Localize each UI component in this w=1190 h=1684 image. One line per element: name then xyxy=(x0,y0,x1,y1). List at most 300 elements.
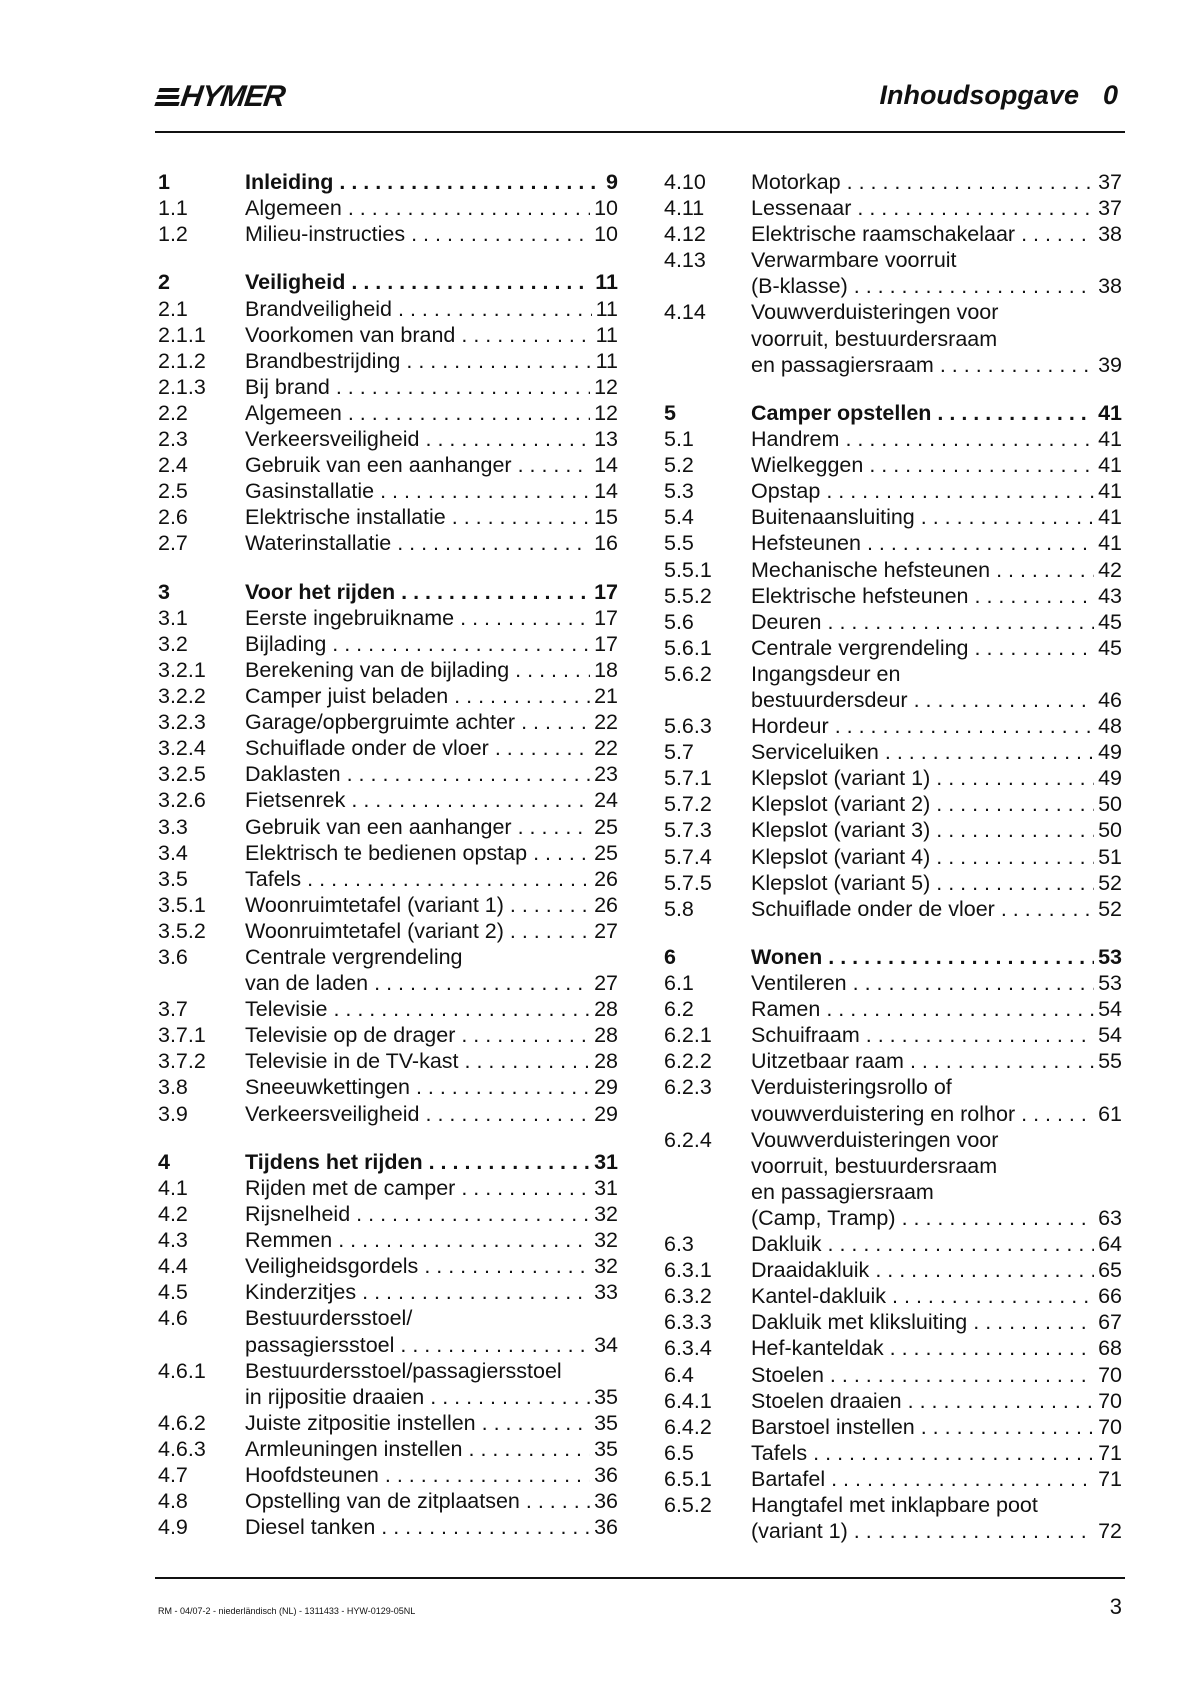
toc-entry-line xyxy=(245,996,618,1022)
toc-entry xyxy=(664,504,1122,530)
toc-entry-title: van de laden xyxy=(245,971,369,996)
toc-entry-title: voorruit, bestuurdersraam xyxy=(751,326,998,351)
toc-entry-page: 72 xyxy=(1098,1519,1122,1544)
toc-entry xyxy=(158,657,618,683)
toc-entry-number: 4.8 xyxy=(158,1489,188,1514)
toc-entry xyxy=(664,870,1122,896)
toc-entry-page: 55 xyxy=(1098,1049,1122,1074)
toc-entry-line xyxy=(751,478,1122,504)
toc-entry-line xyxy=(751,896,1122,922)
toc-entry xyxy=(158,996,618,1022)
toc-dot-leader xyxy=(426,1101,591,1127)
toc-entry-page: 54 xyxy=(1098,1023,1122,1048)
toc-entry xyxy=(158,605,618,631)
toc-dot-leader xyxy=(902,1205,1095,1231)
toc-column-left xyxy=(158,169,618,1540)
toc-dot-leader xyxy=(1021,221,1094,247)
toc-entry-line xyxy=(751,1362,1122,1388)
toc-entry-line xyxy=(751,944,1122,970)
toc-entry-title: Handrem xyxy=(751,427,840,452)
toc-entry-number: 6.2 xyxy=(664,997,694,1022)
toc-dot-leader xyxy=(515,657,590,683)
toc-entry xyxy=(664,1231,1122,1257)
toc-entry-title: Bestuurdersstoel/passagiersstoel xyxy=(245,1358,562,1383)
toc-dot-leader xyxy=(430,1384,590,1410)
toc-entry xyxy=(158,1074,618,1100)
toc-entry-page: 70 xyxy=(1098,1362,1122,1387)
toc-entry-title: Hef-kanteldak xyxy=(751,1336,884,1361)
toc-entry-number: 2.6 xyxy=(158,505,188,530)
toc-entry-number: 2.2 xyxy=(158,400,188,425)
toc-entry-number: 6.3.1 xyxy=(664,1258,712,1283)
toc-entry-line xyxy=(245,657,618,683)
toc-entry-line xyxy=(751,326,1122,352)
toc-entry-title: Vouwverduisteringen voor xyxy=(751,300,999,325)
toc-entry-title: Hoofdsteunen xyxy=(245,1462,379,1487)
toc-entry-title: Schuiflade onder de vloer xyxy=(245,736,489,761)
toc-entry-title: Motorkap xyxy=(751,170,841,194)
toc-entry-page: 70 xyxy=(1098,1388,1122,1413)
toc-entry-line xyxy=(245,296,618,322)
toc-entry-title: Vouwverduisteringen voor xyxy=(751,1127,999,1152)
toc-entry-title: Centrale vergrendeling xyxy=(245,945,463,969)
toc-entry-number: 4.4 xyxy=(158,1254,188,1279)
toc-entry-page: 38 xyxy=(1098,222,1122,247)
toc-entry-number: 3.2.1 xyxy=(158,657,206,682)
toc-entry-line xyxy=(245,221,618,247)
toc-entry-page: 12 xyxy=(594,400,618,425)
toc-entry-number: 4.14 xyxy=(664,300,706,325)
toc-entry-number: 5.7.3 xyxy=(664,818,712,843)
toc-entry-number: 5.4 xyxy=(664,505,694,530)
toc-entry xyxy=(664,247,1122,299)
toc-entry-line xyxy=(245,1462,618,1488)
toc-entry-number: 6.5.1 xyxy=(664,1466,712,1491)
toc-entry-line xyxy=(245,374,618,400)
toc-entry-number: 3.7.1 xyxy=(158,1023,206,1048)
toc-entry-title: Gebruik van een aanhanger xyxy=(245,814,512,839)
toc-entry-number: 6.1 xyxy=(664,971,694,996)
toc-entry xyxy=(158,892,618,918)
toc-entry-title: Verduisteringsrollo of xyxy=(751,1075,952,1100)
toc-dot-leader xyxy=(510,892,590,918)
toc-dot-leader xyxy=(910,1048,1094,1074)
toc-entry-line xyxy=(245,1279,618,1305)
toc-dot-leader xyxy=(411,221,590,247)
toc-entry-page: 31 xyxy=(594,1149,618,1174)
toc-entry-line xyxy=(751,169,1122,195)
toc-entry-page: 39 xyxy=(1098,352,1122,377)
toc-entry-number: 5.7.5 xyxy=(664,870,712,895)
toc-dot-leader xyxy=(400,1332,590,1358)
toc-dot-leader xyxy=(937,400,1094,426)
toc-dot-leader xyxy=(380,478,590,504)
toc-entry xyxy=(158,735,618,761)
toc-entry-number: 3.7 xyxy=(158,997,188,1022)
toc-entry-number: 5.2 xyxy=(664,453,694,478)
toc-entry-line xyxy=(751,661,1122,687)
toc-column-right xyxy=(664,169,1122,1544)
toc-dot-leader xyxy=(339,169,602,195)
toc-entry-title: Veiligheid xyxy=(245,270,346,295)
toc-entry xyxy=(158,1514,618,1540)
toc-entry xyxy=(158,1253,618,1279)
toc-entry-number: 5.7.1 xyxy=(664,766,712,791)
toc-entry xyxy=(664,169,1122,195)
toc-entry-title: Buitenaansluiting xyxy=(751,505,915,530)
toc-entry-number: 3.8 xyxy=(158,1075,188,1100)
toc-entry-number: 4.12 xyxy=(664,222,706,247)
toc-entry-line xyxy=(751,504,1122,530)
toc-entry-line xyxy=(245,1201,618,1227)
toc-dot-leader xyxy=(936,870,1094,896)
toc-entry-line xyxy=(245,787,618,813)
toc-entry-line xyxy=(751,687,1122,713)
toc-entry-line xyxy=(751,221,1122,247)
toc-chapter-entry xyxy=(664,944,1122,970)
toc-entry-page: 49 xyxy=(1098,766,1122,791)
toc-entry-line xyxy=(245,735,618,761)
toc-entry-page: 28 xyxy=(594,1049,618,1074)
toc-entry xyxy=(158,374,618,400)
toc-entry-line xyxy=(245,400,618,426)
toc-entry xyxy=(664,221,1122,247)
toc-entry-number: 5 xyxy=(664,400,676,425)
toc-dot-leader xyxy=(338,1227,590,1253)
toc-dot-leader xyxy=(826,996,1094,1022)
toc-entry-line xyxy=(751,583,1122,609)
toc-entry-title: Gebruik van een aanhanger xyxy=(245,453,512,478)
toc-entry-line xyxy=(245,1048,618,1074)
toc-entry-line xyxy=(751,609,1122,635)
toc-entry-number: 5.6.2 xyxy=(664,661,712,686)
toc-entry-number: 5.1 xyxy=(664,427,694,452)
toc-dot-leader xyxy=(385,1462,590,1488)
toc-entry xyxy=(158,426,618,452)
toc-dot-leader xyxy=(835,713,1094,739)
toc-entry-page: 16 xyxy=(594,531,618,556)
toc-dot-leader xyxy=(973,1309,1094,1335)
toc-entry-number: 2.7 xyxy=(158,531,188,556)
toc-entry-page: 38 xyxy=(1098,274,1122,299)
toc-dot-leader xyxy=(921,1414,1094,1440)
toc-entry xyxy=(158,1201,618,1227)
toc-entry-page: 41 xyxy=(1098,453,1122,478)
toc-entry xyxy=(158,1305,618,1357)
toc-entry-page: 25 xyxy=(594,814,618,839)
toc-entry-page: 14 xyxy=(594,453,618,478)
toc-entry-number: 5.5 xyxy=(664,531,694,556)
toc-entry-page: 11 xyxy=(595,296,618,321)
toc-entry-page: 49 xyxy=(1098,740,1122,765)
toc-entry-page: 28 xyxy=(594,997,618,1022)
toc-entry-line xyxy=(245,169,618,195)
toc-entry-line xyxy=(245,814,618,840)
toc-entry-number: 3.6 xyxy=(158,945,188,969)
toc-dot-leader xyxy=(460,605,590,631)
toc-dot-leader xyxy=(526,1488,590,1514)
toc-entry-title: Ramen xyxy=(751,997,821,1022)
toc-entry xyxy=(158,1279,618,1305)
toc-dot-leader xyxy=(333,996,590,1022)
toc-entry-page: 52 xyxy=(1098,896,1122,921)
page-number: 3 xyxy=(1109,1594,1122,1619)
logo-text: HYMER xyxy=(178,80,287,113)
toc-entry-title: Verkeersveiligheid xyxy=(245,1101,420,1126)
header-title xyxy=(879,80,1118,111)
toc-entry-title: Lessenaar xyxy=(751,196,852,221)
toc-entry-page: 71 xyxy=(1098,1466,1122,1491)
toc-entry-line xyxy=(751,557,1122,583)
toc-entry-line xyxy=(751,1335,1122,1361)
toc-entry xyxy=(664,635,1122,661)
toc-entry xyxy=(158,504,618,530)
toc-entry-page: 48 xyxy=(1098,714,1122,739)
toc-dot-leader xyxy=(362,1279,590,1305)
toc-entry-title: Armleuningen instellen xyxy=(245,1436,463,1461)
toc-entry-title: Algemeen xyxy=(245,400,342,425)
toc-entry-line xyxy=(751,970,1122,996)
toc-entry-title: Berekening van de bijlading xyxy=(245,657,510,682)
toc-entry-number: 5.7 xyxy=(664,740,694,765)
toc-entry-page: 63 xyxy=(1098,1205,1122,1230)
toc-entry-number: 2.5 xyxy=(158,479,188,504)
toc-entry-number: 5.6.3 xyxy=(664,714,712,739)
toc-dot-leader xyxy=(533,840,590,866)
toc-entry xyxy=(158,195,618,221)
toc-entry-page: 28 xyxy=(594,1023,618,1048)
toc-entry xyxy=(158,1227,618,1253)
toc-entry-page: 35 xyxy=(594,1410,618,1435)
toc-entry-line xyxy=(245,579,618,605)
toc-entry-page: 21 xyxy=(594,684,618,709)
toc-dot-leader xyxy=(831,1466,1094,1492)
toc-entry-title: Klepslot (variant 4) xyxy=(751,844,931,869)
toc-entry-title: Kinderzitjes xyxy=(245,1280,357,1305)
toc-entry-line xyxy=(245,866,618,892)
toc-dot-leader xyxy=(398,296,592,322)
toc-dot-leader xyxy=(828,609,1095,635)
toc-entry-line xyxy=(751,1414,1122,1440)
toc-entry-number: 2.1.2 xyxy=(158,348,206,373)
toc-entry-title: Tafels xyxy=(245,866,302,891)
toc-entry-title: Bartafel xyxy=(751,1466,826,1491)
toc-entry-title: Wonen xyxy=(751,945,823,969)
toc-entry-page: 14 xyxy=(594,479,618,504)
toc-entry-line xyxy=(245,840,618,866)
toc-entry xyxy=(664,583,1122,609)
toc-entry-page: 70 xyxy=(1098,1414,1122,1439)
toc-entry-line xyxy=(751,791,1122,817)
toc-entry-title: Opstelling van de zitplaatsen xyxy=(245,1489,520,1514)
toc-entry xyxy=(158,296,618,322)
toc-entry-page: 12 xyxy=(594,374,618,399)
toc-entry xyxy=(664,1414,1122,1440)
toc-entry-line xyxy=(245,605,618,631)
toc-entry xyxy=(158,400,618,426)
toc-entry-line xyxy=(751,1074,1122,1100)
toc-entry-line xyxy=(245,709,618,735)
toc-entry-number: 5.5.1 xyxy=(664,557,712,582)
toc-entry xyxy=(664,1127,1122,1231)
toc-entry-line xyxy=(245,970,618,996)
toc-entry-title: Klepslot (variant 1) xyxy=(751,766,931,791)
toc-entry-title: Bij brand xyxy=(245,374,330,399)
toc-entry-title: Sneeuwkettingen xyxy=(245,1075,410,1100)
toc-entry-line xyxy=(245,1253,618,1279)
toc-entry-page: 32 xyxy=(594,1228,618,1253)
toc-entry-title: Remmen xyxy=(245,1228,333,1253)
toc-dot-leader xyxy=(416,1074,590,1100)
toc-entry-line xyxy=(751,273,1122,299)
toc-entry-title: Centrale vergrendeling xyxy=(751,635,969,660)
toc-entry-title: Schuiflade onder de vloer xyxy=(751,896,995,921)
toc-entry-line xyxy=(751,1205,1122,1231)
toc-entry xyxy=(158,683,618,709)
toc-entry-page: 27 xyxy=(594,971,618,996)
toc-dot-leader xyxy=(828,1231,1095,1257)
toc-entry-page: 27 xyxy=(594,918,618,943)
toc-entry-page: 36 xyxy=(594,1515,618,1540)
toc-entry xyxy=(664,530,1122,556)
toc-dot-leader xyxy=(482,1410,590,1436)
toc-entry xyxy=(664,1048,1122,1074)
toc-dot-leader xyxy=(813,1440,1094,1466)
toc-entry xyxy=(664,996,1122,1022)
toc-entry-title: Verwarmbare voorruit xyxy=(751,248,957,273)
toc-entry-title: Brandveiligheid xyxy=(245,296,393,321)
toc-entry-number: 1.1 xyxy=(158,196,188,221)
toc-entry-page: 41 xyxy=(1098,400,1122,425)
toc-dot-leader xyxy=(975,583,1095,609)
toc-entry-page: 35 xyxy=(594,1384,618,1409)
toc-entry xyxy=(664,1440,1122,1466)
toc-entry-title: (B-klasse) xyxy=(751,274,848,299)
toc-entry xyxy=(664,609,1122,635)
toc-dot-leader xyxy=(936,817,1094,843)
toc-entry-number: 3.9 xyxy=(158,1101,188,1126)
toc-entry-page: 35 xyxy=(594,1436,618,1461)
toc-entry-page: 53 xyxy=(1098,971,1122,996)
toc-dot-leader xyxy=(854,273,1094,299)
toc-entry-title: Rijsnelheid xyxy=(245,1202,351,1227)
toc-entry xyxy=(664,195,1122,221)
toc-entry-number: 3.2 xyxy=(158,631,188,656)
toc-entry-title: (variant 1) xyxy=(751,1519,848,1544)
toc-entry-page: 31 xyxy=(594,1175,618,1200)
toc-entry-title: Televisie op de drager xyxy=(245,1023,456,1048)
toc-dot-leader xyxy=(356,1201,590,1227)
toc-entry-line xyxy=(245,452,618,478)
toc-entry-title: bestuurdersdeur xyxy=(751,687,908,712)
toc-entry xyxy=(158,918,618,944)
toc-dot-leader xyxy=(429,1149,590,1175)
toc-chapter-entry xyxy=(158,269,618,295)
toc-entry-number: 1.2 xyxy=(158,222,188,247)
toc-entry-title: Kantel-dakluik xyxy=(751,1284,887,1309)
toc-entry-line xyxy=(751,1231,1122,1257)
toc-entry xyxy=(664,713,1122,739)
toc-entry-title: Serviceluiken xyxy=(751,740,879,765)
toc-entry-page: 10 xyxy=(594,222,618,247)
toc-entry-title: Hordeur xyxy=(751,714,829,739)
toc-entry-title: Hangtafel met inklapbare poot xyxy=(751,1492,1038,1517)
toc-entry xyxy=(158,1462,618,1488)
toc-entry-title: Veiligheidsgordels xyxy=(245,1254,419,1279)
toc-entry-title: Klepslot (variant 5) xyxy=(751,870,931,895)
toc-entry-page: 51 xyxy=(1098,844,1122,869)
toc-entry-title: Daklasten xyxy=(245,762,341,787)
toc-entry xyxy=(664,970,1122,996)
toc-entry-line xyxy=(751,352,1122,378)
toc-entry-number: 4.6.3 xyxy=(158,1436,206,1461)
toc-entry xyxy=(664,661,1122,713)
toc-dot-leader xyxy=(406,348,591,374)
toc-entry-number: 4.5 xyxy=(158,1280,188,1305)
toc-entry-line xyxy=(245,1384,618,1410)
toc-entry-number: 3.1 xyxy=(158,605,188,630)
toc-dot-leader xyxy=(461,1022,590,1048)
toc-entry-line xyxy=(245,944,618,970)
toc-entry-title: Opstap xyxy=(751,479,821,504)
toc-entry xyxy=(664,817,1122,843)
toc-entry-number: 5.3 xyxy=(664,479,694,504)
toc-entry-line xyxy=(751,996,1122,1022)
toc-entry-number: 3.3 xyxy=(158,814,188,839)
toc-entry-number: 4.7 xyxy=(158,1462,188,1487)
toc-entry xyxy=(158,840,618,866)
toc-entry-line xyxy=(751,844,1122,870)
toc-entry-number: 2.4 xyxy=(158,453,188,478)
toc-entry-number: 3.5.2 xyxy=(158,918,206,943)
toc-entry xyxy=(664,1335,1122,1361)
footer-divider xyxy=(155,1577,1125,1579)
toc-dot-leader xyxy=(921,504,1094,530)
toc-entry-page: 13 xyxy=(594,427,618,452)
toc-entry-page: 43 xyxy=(1098,583,1122,608)
toc-entry-number: 5.7.2 xyxy=(664,792,712,817)
toc-entry-title: Fietsenrek xyxy=(245,788,346,813)
toc-entry-number: 6.4.1 xyxy=(664,1388,712,1413)
toc-entry-line xyxy=(751,1048,1122,1074)
toc-entry-page: 67 xyxy=(1098,1310,1122,1335)
toc-entry xyxy=(158,761,618,787)
toc-entry-number: 5.5.2 xyxy=(664,583,712,608)
section-title: Inhoudsopgave xyxy=(879,80,1079,110)
toc-entry-title: Elektrisch te bedienen opstap xyxy=(245,840,528,865)
toc-entry-line xyxy=(245,1227,618,1253)
toc-entry-title: Tafels xyxy=(751,1440,808,1465)
toc-entry-title: Deuren xyxy=(751,609,822,634)
toc-entry-number: 3.2.3 xyxy=(158,710,206,735)
toc-entry-page: 11 xyxy=(595,322,618,347)
toc-entry xyxy=(158,1022,618,1048)
toc-entry-line xyxy=(245,322,618,348)
toc-entry-line xyxy=(245,1074,618,1100)
toc-entry-number: 6.2.1 xyxy=(664,1023,712,1048)
toc-entry-page: 41 xyxy=(1098,531,1122,556)
toc-entry xyxy=(664,299,1122,377)
toc-dot-leader xyxy=(854,1518,1094,1544)
toc-entry-line xyxy=(245,1436,618,1462)
toc-dot-leader xyxy=(351,787,590,813)
toc-entry xyxy=(664,1257,1122,1283)
toc-entry-title: Bestuurdersstoel/ xyxy=(245,1306,413,1331)
toc-dot-leader xyxy=(847,169,1094,195)
toc-entry-line xyxy=(751,1179,1122,1205)
toc-entry-line xyxy=(245,530,618,556)
toc-dot-leader xyxy=(885,739,1094,765)
